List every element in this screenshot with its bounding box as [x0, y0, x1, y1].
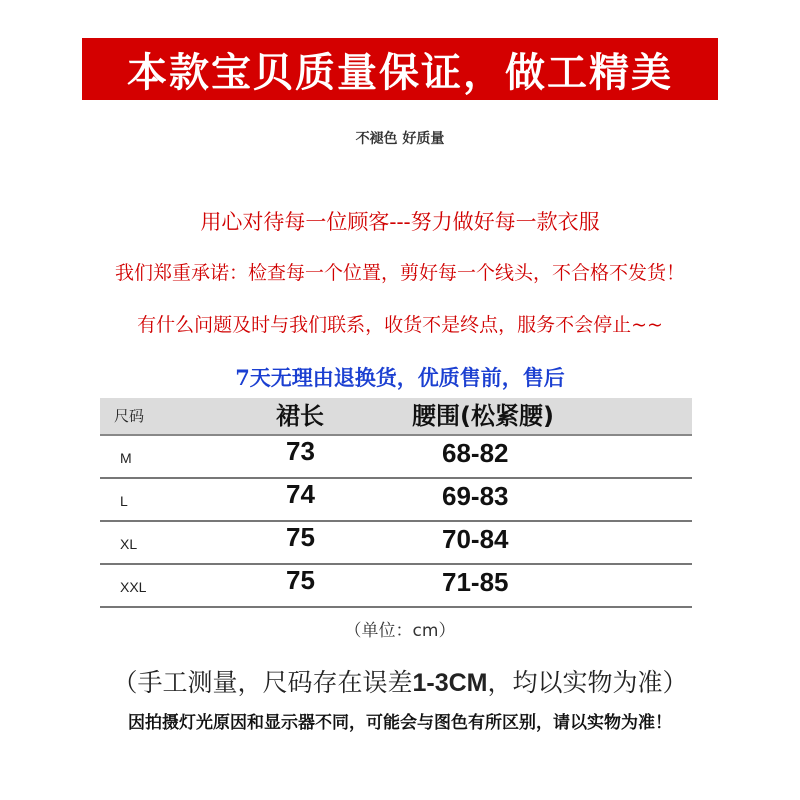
size-table	[100, 398, 692, 608]
size-cell: M	[120, 450, 132, 466]
size-cell: L	[120, 493, 128, 509]
size-cell: XXL	[120, 579, 147, 595]
table-row	[100, 522, 692, 565]
return-policy-line: 7天无理由退换货，优质售前，售后	[235, 365, 565, 390]
waist-cell: 71-85	[442, 567, 509, 597]
table-row	[100, 436, 692, 479]
promise-line: 我们郑重承诺：检查每一个位置，剪好每一个线头，不合格不发货！	[114, 262, 685, 284]
header-length: 裙长	[276, 402, 324, 430]
table-row	[100, 479, 692, 522]
size-table-header	[100, 398, 692, 436]
header-waist: 腰围(松紧腰)	[412, 402, 554, 430]
sub-tag: 不褪色 好质量	[355, 131, 445, 147]
table-row	[100, 565, 692, 608]
unit-note: （单位：cm）	[344, 621, 456, 641]
length-cell: 75	[286, 565, 315, 595]
measurement-note-suffix: ，均以实物为准）	[487, 668, 688, 697]
quality-banner: 本款宝贝质量保证，做工精美	[82, 38, 718, 100]
waist-cell: 69-83	[442, 481, 509, 511]
length-cell: 75	[286, 522, 315, 552]
service-line: 用心对待每一位顾客---努力做好每一款衣服	[200, 210, 600, 234]
contact-line: 有什么问题及时与我们联系，收货不是终点，服务不会停止~~	[137, 314, 663, 336]
waist-cell: 68-82	[442, 438, 509, 468]
waist-cell: 70-84	[442, 524, 509, 554]
length-cell: 73	[286, 436, 315, 466]
header-size: 尺码	[114, 407, 145, 425]
measurement-note-prefix: （手工测量，尺码存在误差	[112, 668, 413, 697]
size-cell: XL	[120, 536, 138, 552]
color-disclaimer: 因拍摄灯光原因和显示器不同，可能会与图色有所区别，请以实物为准！	[128, 713, 672, 733]
length-cell: 74	[286, 479, 315, 509]
measurement-error-value: 1-3CM	[412, 669, 488, 697]
measurement-note	[0, 663, 800, 699]
